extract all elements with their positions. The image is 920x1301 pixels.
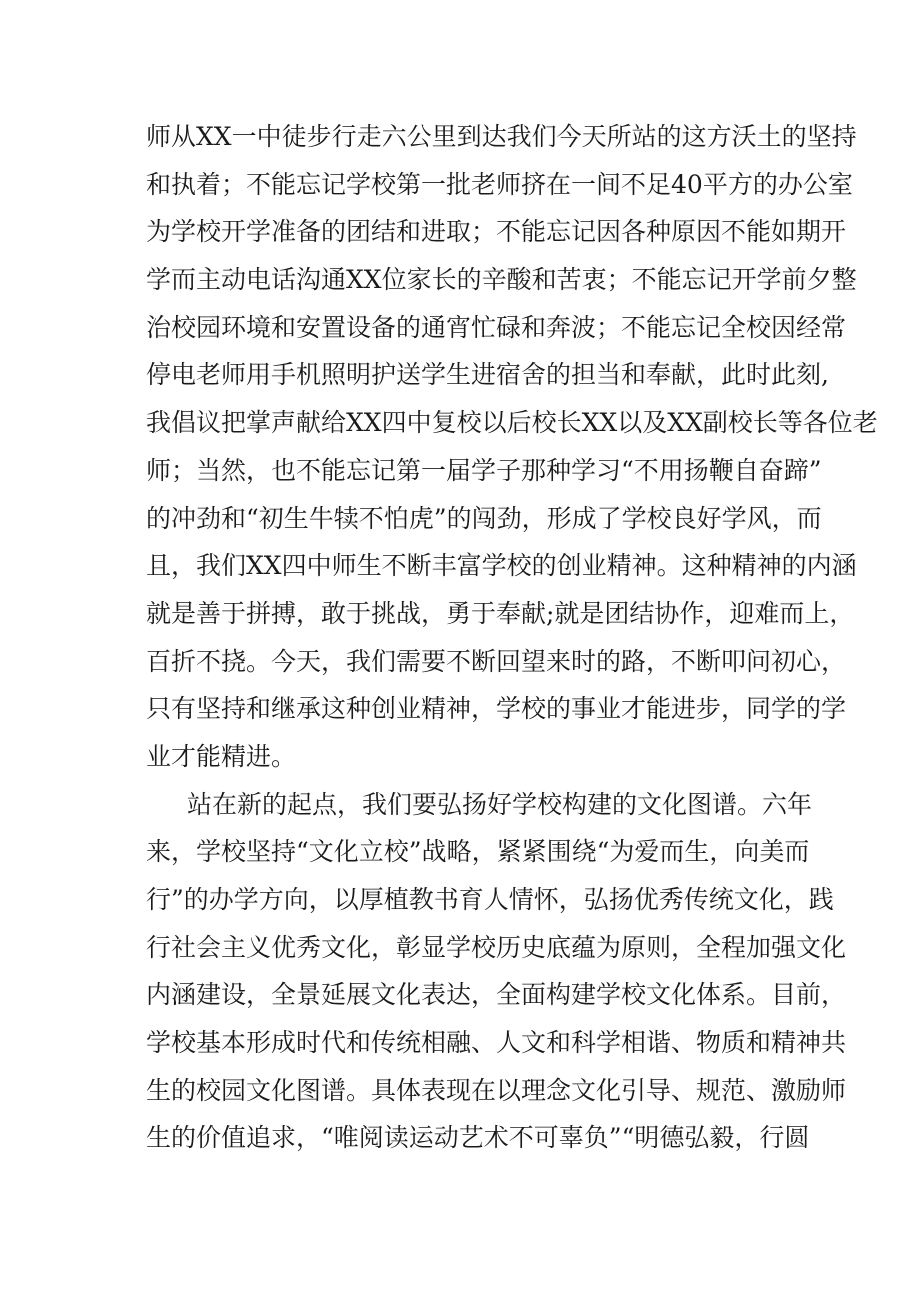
body-text [146,113,878,1162]
text-line: 师从XX一中徒步行走六公里到达我们今天所站的这方沃土的坚持 [146,122,857,151]
text-line: 百折不挠。今天，我们需要不断回望来时的路，不断叩问初心， [146,646,847,676]
text-line: 只有坚持和继承这种创业精神，学校的事业才能进步，同学的学 [146,694,847,724]
text-line: 学而主动电话沟通XX位家长的辛酸和苦衷；不能忘记开学前夕整 [146,265,857,295]
text-line: 我倡议把掌声献给XX四中复校以后校长XX以及XX副校长等各位老 [146,408,878,438]
paragraph-first-line: 站在新的起点，我们要弘扬好学校构建的文化图谱。六年 [187,789,813,819]
text-line: 行”的办学方向，以厚植教书育人情怀，弘扬优秀传统文化，践 [146,885,834,914]
text-line: 师；当然，也不能忘记第一届学子那种学习“不用扬鞭自奋蹄” [146,455,822,485]
text-line: 停电老师用手机照明护送学生进宿舍的担当和奉献，此时此刻, [146,360,829,390]
text-line: 生的校园文化图谱。具体表现在以理念文化引导、规范、激励师 [146,1075,847,1105]
text-line: 为学校开学准备的团结和进取；不能忘记因各种原因不能如期开 [146,217,847,247]
text-line: 且，我们XX四中师生不断丰富学校的创业精神。这种精神的内涵 [146,551,857,581]
text-line: 学校基本形成时代和传统相融、人文和科学相谐、物质和精神共 [146,1028,847,1058]
text-line: 生的价值追求，“唯阅读运动艺术不可辜负”“明德弘毅，行圆 [146,1123,810,1153]
text-line: 就是善于拼搏，敢于挑战，勇于奉献;就是团结协作，迎难而上， [146,598,855,628]
text-line: 行社会主义优秀文化，彰显学校历史底蕴为原则，全程加强文化 [146,932,847,962]
text-line: 来，学校坚持“文化立校”战略，紧紧围绕“为爱而生，向美而 [146,837,810,867]
text-line: 的冲劲和“初生牛犊不怕虎”的闯劲，形成了学校良好学风，而 [146,503,822,533]
text-line: 业才能精进。 [146,741,297,771]
text-line: 和执着；不能忘记学校第一批老师挤在一间不足40平方的办公室 [146,169,853,199]
text-line: 内涵建设，全景延展文化表达，全面构建学校文化体系。目前， [146,980,847,1010]
text-line: 治校园环境和安置设备的通宵忙碌和奔波；不能忘记全校因经常 [146,312,847,342]
